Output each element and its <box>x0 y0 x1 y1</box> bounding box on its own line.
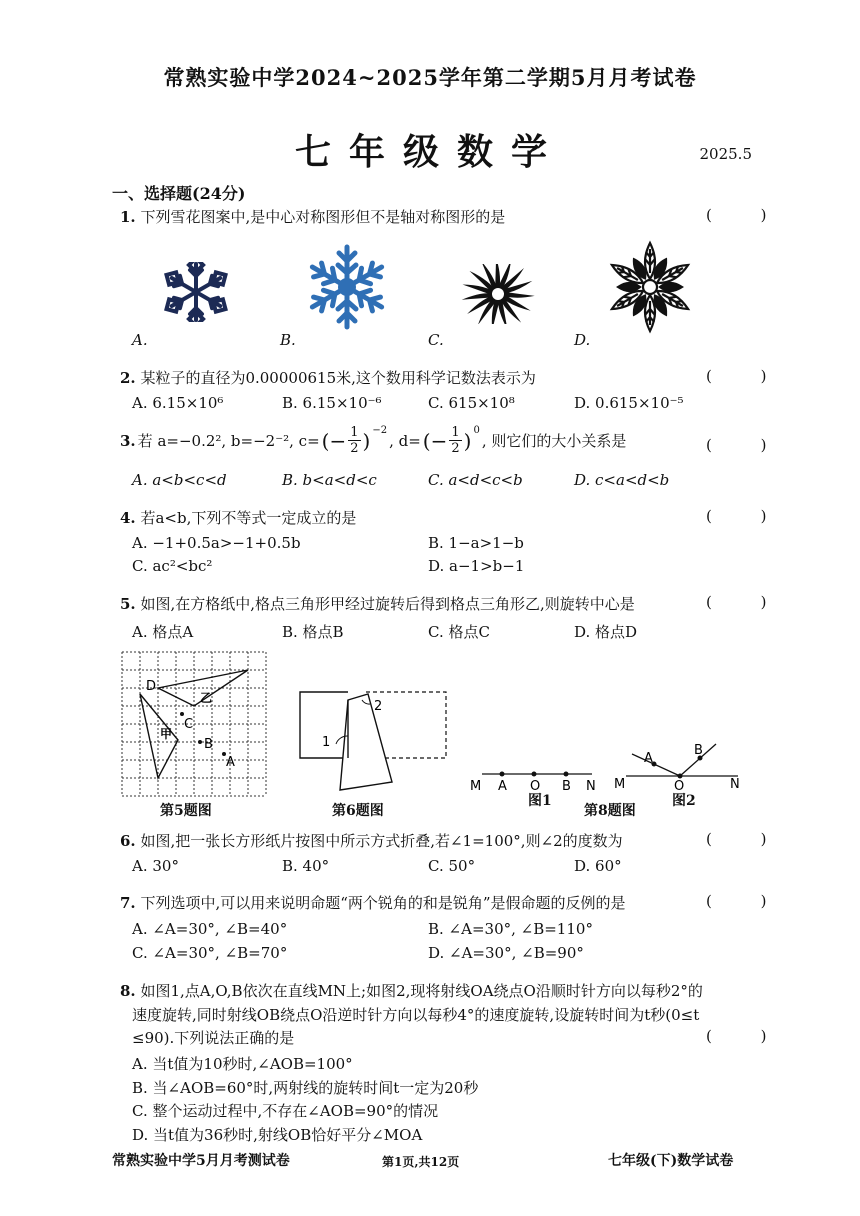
option-b: B. ∠A=30°, ∠B=110° <box>428 920 593 938</box>
point-m-label: M <box>470 779 482 794</box>
option-c: C. 整个运动过程中,不存在∠AOB=90°的情况 <box>132 1102 439 1120</box>
question-number: 8. <box>120 982 136 1000</box>
footer-left: 常熟实验中学5月月考测试卷 <box>112 1153 290 1169</box>
question-3 <box>120 425 626 456</box>
answer-paren: ( ) <box>706 507 789 525</box>
option-b: B. 格点B <box>282 623 344 641</box>
subject-title: 七年级数学 <box>294 131 565 173</box>
option-a: A. ∠A=30°, ∠B=40° <box>132 920 288 938</box>
angle-2-label: 2 <box>374 699 383 714</box>
point-a-label: A <box>226 755 235 770</box>
flower-pattern-icon <box>596 240 704 334</box>
point-b-label: B <box>204 737 213 752</box>
option-a: A. 格点A <box>132 623 194 641</box>
question-stem: 下列选项中,可以用来说明命题“两个锐角的和是锐角”是假命题的反例的是 <box>140 894 626 912</box>
option-a: A. −1+0.5a>−1+0.5b <box>132 534 301 552</box>
question-stem: 如图,在方格纸中,格点三角形甲经过旋转后得到格点三角形乙,则旋转中心是 <box>140 595 635 613</box>
option-c: C. <box>428 331 444 349</box>
answer-paren: ( ) <box>706 367 789 385</box>
snowflake-b-icon <box>298 244 396 330</box>
question-8 <box>120 980 703 1001</box>
option-a: A. <box>132 331 148 349</box>
point-a-label: A <box>498 779 507 794</box>
point-n-label: N <box>730 777 740 792</box>
answer-paren: ( ) <box>706 436 789 454</box>
option-a: A. 30° <box>132 857 179 875</box>
angle-1-label: 1 <box>322 735 331 750</box>
denominator: 2 <box>350 441 359 456</box>
figure-q8-caption: 第8题图 <box>584 803 636 819</box>
answer-paren: ( ) <box>706 1027 789 1045</box>
paren-close: ) <box>463 428 472 453</box>
question-number: 1. <box>120 208 136 226</box>
figure-q5-grid <box>120 650 270 800</box>
figure-q5-caption: 第5题图 <box>160 803 212 819</box>
option-d: D. 60° <box>574 857 622 875</box>
option-b: B. 40° <box>282 857 330 875</box>
paren-close: ) <box>362 428 371 453</box>
question-stem-line: ≤90).下列说法正确的是 <box>132 1029 295 1047</box>
question-7 <box>120 892 626 913</box>
question-stem: 如图,把一张长方形纸片按图中所示方式折叠,若∠1=100°,则∠2的度数为 <box>140 832 623 850</box>
exam-date: 2025.5 <box>699 145 752 163</box>
paren-open: (− <box>321 428 347 453</box>
answer-paren: ( ) <box>706 206 789 224</box>
option-d: D. ∠A=30°, ∠B=90° <box>428 944 584 962</box>
stem-part: , 则它们的大小关系是 <box>481 432 627 450</box>
numerator: 1 <box>350 425 359 440</box>
stem-part: , d= <box>389 431 421 450</box>
snowflake-a-icon <box>150 262 242 322</box>
answer-paren: ( ) <box>706 830 789 848</box>
triangle-jia <box>140 694 178 778</box>
option-c: C. 50° <box>428 857 476 875</box>
question-stem: 下列雪花图案中,是中心对称图形但不是轴对称图形的是 <box>140 208 506 226</box>
answer-paren: ( ) <box>706 892 789 910</box>
question-2 <box>120 367 536 388</box>
numerator: 1 <box>451 425 460 440</box>
paren-open: (− <box>422 428 448 453</box>
question-number: 2. <box>120 369 136 387</box>
question-number: 3. <box>120 431 136 450</box>
question-number: 4. <box>120 509 136 527</box>
question-stem-line: 速度旋转,同时射线OB绕点O沿逆时针方向以每秒4°的速度旋转,设旋转时间为t秒(0≤t <box>132 1006 700 1024</box>
option-a: A. a<b<c<d <box>132 471 227 489</box>
point-n-label: N <box>586 779 596 794</box>
point-a-label: A <box>644 751 653 766</box>
point-o-label: O <box>674 779 685 792</box>
option-a: A. 当t值为10秒时,∠AOB=100° <box>132 1055 353 1073</box>
denominator: 2 <box>451 441 460 456</box>
footer-page: 第1页,共12页 <box>382 1155 460 1169</box>
question-1 <box>120 206 505 227</box>
footer-right: 七年级(下)数学试卷 <box>608 1153 734 1169</box>
option-c: C. a<d<c<b <box>428 471 523 489</box>
option-c: C. 615×10⁸ <box>428 394 515 412</box>
pinwheel-icon <box>450 264 546 324</box>
question-stem: 某粒子的直径为0.00000615米,这个数用科学记数法表示为 <box>140 369 536 387</box>
question-stem: 若a<b,下列不等式一定成立的是 <box>140 509 357 527</box>
figure-q8-fig2 <box>610 740 750 792</box>
triangle-jia-label: 甲 <box>160 727 173 741</box>
answer-paren: ( ) <box>706 593 789 611</box>
point-b-label: B <box>694 743 703 758</box>
option-d: D. c<a<d<b <box>574 471 670 489</box>
option-d: D. a−1>b−1 <box>428 557 525 575</box>
question-4 <box>120 507 356 528</box>
point-d-label: D <box>146 679 157 694</box>
point-o-label: O <box>530 779 541 794</box>
option-d: D. <box>574 331 591 349</box>
question-5 <box>120 593 635 614</box>
option-b: B. 当∠AOB=60°时,两射线的旋转时间t一定为20秒 <box>132 1079 479 1097</box>
option-c: C. ac²<bc² <box>132 557 213 575</box>
option-b: B. 1−a>1−b <box>428 534 524 552</box>
option-d: D. 0.615×10⁻⁵ <box>574 394 684 412</box>
option-d: D. 格点D <box>574 623 638 641</box>
point-m-label: M <box>614 777 626 792</box>
triangle-yi-label: 乙 <box>200 691 213 705</box>
figure-q8-fig2-caption: 图2 <box>672 793 696 809</box>
point-c-label: C <box>184 717 194 732</box>
option-a: A. 6.15×10⁶ <box>132 394 224 412</box>
question-number: 7. <box>120 894 136 912</box>
point-b-label: B <box>562 779 571 794</box>
option-d: D. 当t值为36秒时,射线OB恰好平分∠MOA <box>132 1126 423 1144</box>
fraction <box>449 425 461 456</box>
option-b: B. <box>280 331 296 349</box>
option-b: B. 6.15×10⁻⁶ <box>282 394 382 412</box>
option-c: C. 格点C <box>428 623 490 641</box>
fraction <box>348 425 360 456</box>
exam-title: 常熟实验中学2024~2025学年第二学期5月月考试卷 <box>163 65 697 90</box>
exponent: 0 <box>473 425 480 436</box>
figure-q8-fig1-caption: 图1 <box>528 793 552 809</box>
stem-part: 若 a=−0.2², b=−2⁻², c= <box>137 432 320 450</box>
question-number: 6. <box>120 832 136 850</box>
figure-q6-caption: 第6题图 <box>332 803 384 819</box>
question-number: 5. <box>120 595 136 613</box>
section-heading: 一、选择题(24分) <box>112 184 246 203</box>
question-stem-line: 如图1,点A,O,B依次在直线MN上;如图2,现将射线OA绕点O沿顺时针方向以每秒2°的 <box>140 982 703 1000</box>
option-c: C. ∠A=30°, ∠B=70° <box>132 944 288 962</box>
exponent: −2 <box>372 425 388 436</box>
figure-q6-fold <box>296 690 456 794</box>
option-b: B. b<a<d<c <box>282 471 377 489</box>
question-6 <box>120 830 623 851</box>
